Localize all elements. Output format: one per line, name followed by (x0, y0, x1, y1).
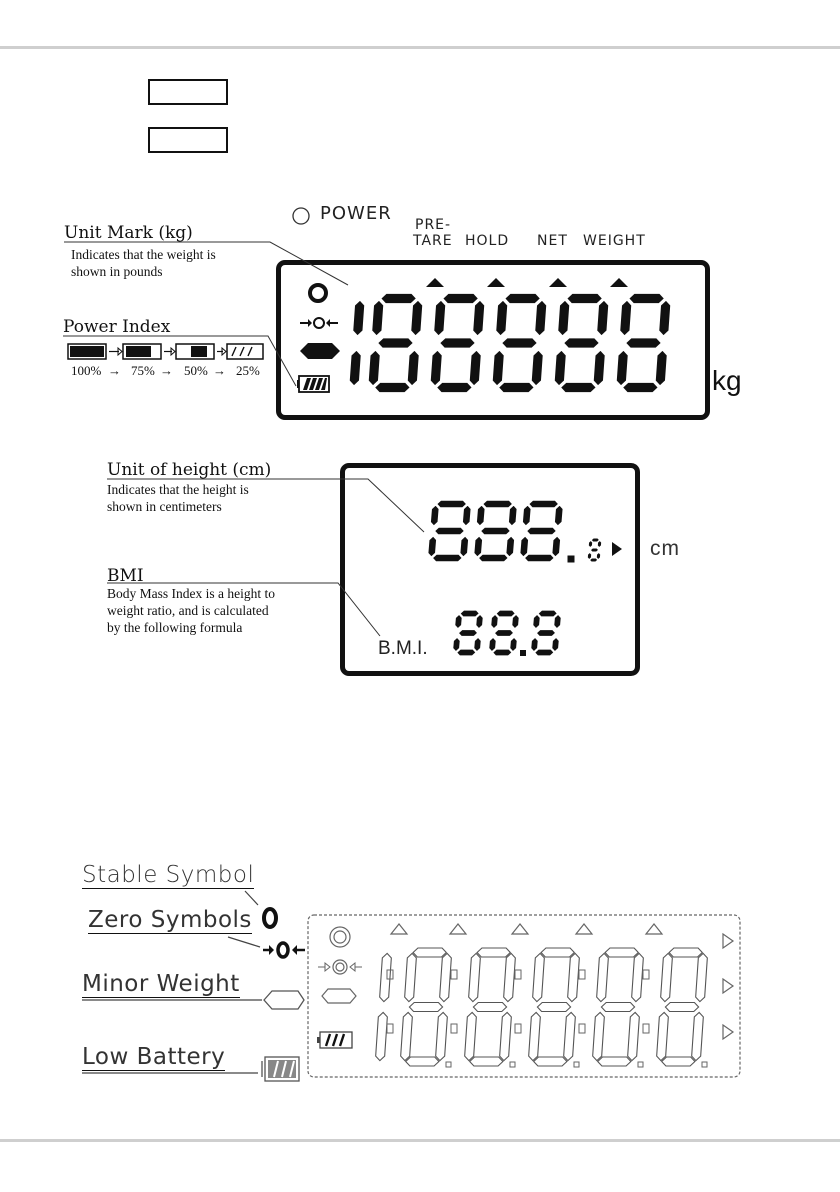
power-label: POWER (320, 203, 392, 224)
decimal-point (446, 1062, 451, 1067)
status-label-pretare-1: PRE- (415, 217, 452, 233)
lcd-digit (529, 948, 580, 1066)
symbol-lcd-icons (300, 910, 750, 1080)
power-arrow-3: → (213, 363, 226, 378)
status-label-weight: WEIGHT (583, 233, 646, 249)
low-battery-label: Low Battery (82, 1044, 226, 1070)
bmi-label: B.M.I. (378, 638, 428, 659)
stable-symbol-icon (260, 905, 280, 931)
power-arrow-2: → (160, 363, 173, 378)
power-level-75: 75% (131, 363, 155, 378)
status-label-hold: HOLD (465, 233, 510, 249)
height-unit-cm: cm (650, 537, 680, 560)
power-level-25: 25% (236, 363, 260, 378)
decimal-point (702, 1062, 707, 1067)
lcd-digit (593, 948, 644, 1066)
power-index-title: Power Index (63, 317, 171, 337)
colon-segment (387, 1024, 393, 1033)
stable-symbol-label: Stable Symbol (82, 862, 255, 888)
power-arrow-1: → (108, 363, 121, 378)
lcd-digit (465, 948, 516, 1066)
zero-symbols-label: Zero Symbols (88, 907, 252, 933)
minor-weight-label: Minor Weight (82, 971, 240, 997)
colon-segment (515, 970, 521, 979)
decimal-point (574, 1062, 579, 1067)
unit-mark-desc-1: Indicates that the weight is (71, 247, 216, 262)
colon-segment (515, 1024, 521, 1033)
bmi-desc-3: by the following formula (107, 620, 243, 635)
unit-of-height-desc-2: shown in centimeters (107, 499, 222, 514)
status-label-pretare-2: TARE (413, 233, 453, 249)
symbol-digit-outlines (376, 948, 708, 1067)
lcd-digit (401, 948, 452, 1066)
lcd-digit-segment (380, 953, 392, 1001)
bmi-desc-2: weight ratio, and is calculated (107, 603, 269, 618)
colon-segment (579, 970, 585, 979)
unit-of-height-desc-1: Indicates that the height is (107, 482, 249, 497)
bmi-desc-1: Body Mass Index is a height to (107, 586, 275, 601)
decimal-point (510, 1062, 515, 1067)
colon-segment (643, 1024, 649, 1033)
bmi-title: BMI (107, 566, 144, 586)
unit-mark-desc-2: shown in pounds (71, 264, 163, 279)
unit-mark-title: Unit Mark (kg) (64, 223, 193, 243)
decimal-point (638, 1062, 643, 1067)
colon-segment (579, 1024, 585, 1033)
unit-of-height-title: Unit of height (cm) (107, 460, 272, 480)
colon-segment (451, 1024, 457, 1033)
weight-unit-kg: kg (712, 365, 742, 396)
bottom-rule (0, 1139, 840, 1142)
power-level-100: 100% (71, 363, 102, 378)
power-level-50: 50% (184, 363, 208, 378)
colon-segment (643, 970, 649, 979)
lcd-digit (657, 948, 708, 1066)
status-label-net: NET (537, 233, 568, 249)
lcd-digit-segment (376, 1012, 388, 1060)
colon-segment (451, 970, 457, 979)
